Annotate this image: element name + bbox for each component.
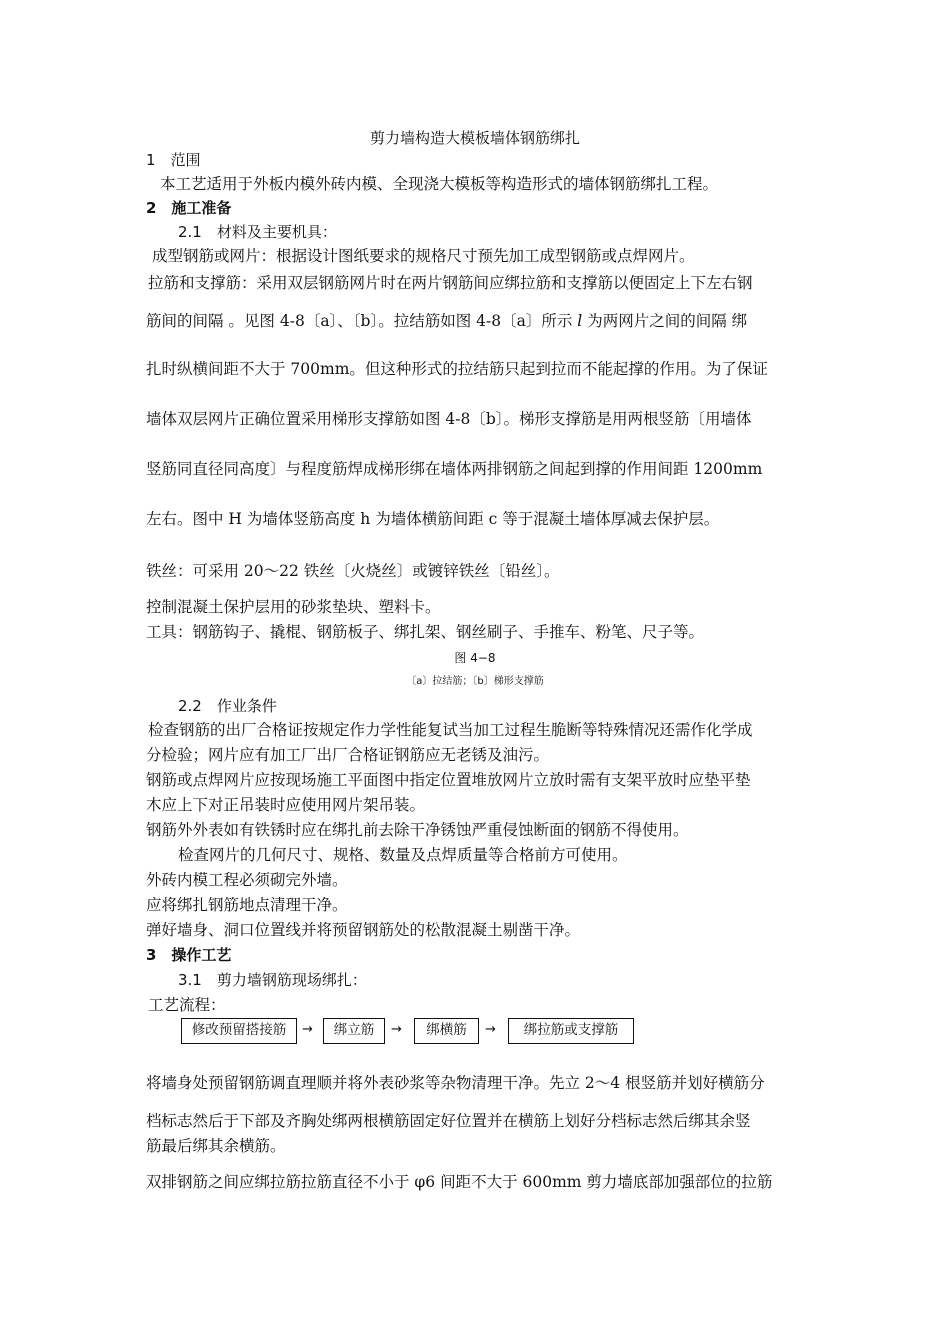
italic-l: l [577,312,583,330]
arrow-right-icon: → [302,1022,313,1037]
process-flow-label: 工艺流程： [148,996,226,1014]
paragraph-clean: 应将绑扎钢筋地点清理干净。 [146,896,348,914]
paragraph-geometry: 检查网片的几何尺寸、规格、数量及点焊质量等合格前方可使用。 [178,846,628,864]
arrow-right-icon: → [391,1022,402,1037]
paragraph-tie-bar-line: 拉筋和支撑筋：采用双层钢筋网片时在两片钢筋间应绑拉筋和支撑筋以便固定上下左右钢 [148,274,753,292]
paragraph-tie-bar-line: 扎时纵横间距不大于 700mm。但这种形式的拉结筋只起到拉而不能起撑的作用。为了保证 [146,360,768,378]
paragraph-brick: 外砖内模工程必须砌完外墙。 [146,871,348,889]
section-2-heading: 2 施工准备 [146,199,232,217]
paragraph-procedure: 将墙身处预留钢筋调直理顺并将外表砂浆等杂物清理干净。先立 2～4 根竖筋并划好横筋分 [146,1074,765,1092]
figure-caption: 图 4−8 [454,651,496,665]
paragraph-tools: 工具：钢筋钩子、撬棍、钢筋板子、绑扎架、钢丝刷子、手推车、粉笔、尺子等。 [146,623,705,641]
paragraph-wire: 铁丝：可采用 20～22 铁丝〔火烧丝〕或镀锌铁丝〔铅丝〕。 [146,562,560,580]
flow-step-ties-supports: 绑拉筋或支撑筋 [508,1018,634,1044]
flow-step-vertical-bars: 绑立筋 [323,1018,385,1044]
paragraph-rust: 钢筋外外表如有铁锈时应在绑扎前去除干净锈蚀严重侵蚀断面的钢筋不得使用。 [146,821,689,839]
section-1-paragraph: 本工艺适用于外板内模外砖内模、全现浇大模板等构造形式的墙体钢筋绑扎工程。 [160,175,719,193]
figure-subcaption: 〔a〕拉结筋；〔b〕梯形支撑筋 [406,676,544,687]
section-3-heading: 3 操作工艺 [146,946,232,964]
flow-step-horizontal-bars: 绑横筋 [414,1018,479,1044]
paragraph-spacer: 控制混凝土保护层用的砂浆垫块、塑料卡。 [146,598,441,616]
paragraph-tie-spacing: 双排钢筋之间应绑拉筋拉筋直径不小于 φ6 间距不大于 600mm 剪力墙底部加强部位的拉筋 [146,1173,773,1191]
document-title: 剪力墙构造大模板墙体钢筋绑扎 [369,129,580,147]
paragraph-formed-rebar: 成型钢筋或网片：根据设计图纸要求的规格尺寸预先加工成型钢筋或点焊网片。 [152,247,695,265]
flow-step-modify-lap: 修改预留搭接筋 [181,1018,297,1044]
section-1-heading: 1 范围 [146,151,201,169]
paragraph-procedure: 筋最后绑其余横筋。 [146,1137,286,1155]
paragraph-tie-bar-line: 墙体双层网片正确位置采用梯形支撑筋如图 4-8〔b〕。梯形支撑筋是用两根竖筋〔用墙体 [146,410,752,428]
paragraph-tie-bar-line: 竖筋同直径同高度〕与程度筋焊成梯形绑在墙体两排钢筋之间起到撑的作用间距 1200mm [146,460,763,478]
paragraph-check-cert: 分检验；网片应有加工厂出厂合格证钢筋应无老锈及油污。 [146,746,550,764]
section-3-1-heading: 3.1 剪力墙钢筋现场绑扎： [178,971,367,989]
paragraph-stacking: 木应上下对正吊装时应使用网片架吊装。 [146,796,426,814]
text-run: 为两网片之间的间隔 绑 [582,312,748,330]
section-2-2-heading: 2.2 作业条件 [178,697,277,715]
paragraph-procedure: 档标志然后于下部及齐胸处绑两根横筋固定好位置并在横筋上划好分档标志然后绑其余竖 [146,1112,751,1130]
paragraph-tie-bar-line [146,311,747,331]
section-2-1-heading: 2.1 材料及主要机具： [178,223,337,241]
arrow-right-icon: → [485,1022,496,1037]
text-run: 筋间的间隔 。见图 4-8〔a〕、〔b〕。拉结筋如图 4-8〔a〕所示 [146,312,578,330]
paragraph-stacking: 钢筋或点焊网片应按现场施工平面图中指定位置堆放网片立放时需有支架平放时应垫平垫 [146,771,751,789]
paragraph-layout-lines: 弹好墙身、洞口位置线并将预留钢筋处的松散混凝土剔凿干净。 [146,921,581,939]
paragraph-tie-bar-line: 左右。图中 H 为墙体竖筋高度 h 为墙体横筋间距 c 等于混凝土墙体厚减去保护层。 [146,510,720,528]
paragraph-check-cert: 检查钢筋的出厂合格证按规定作力学性能复试当加工过程生脆断等特殊情况还需作化学成 [148,721,753,739]
